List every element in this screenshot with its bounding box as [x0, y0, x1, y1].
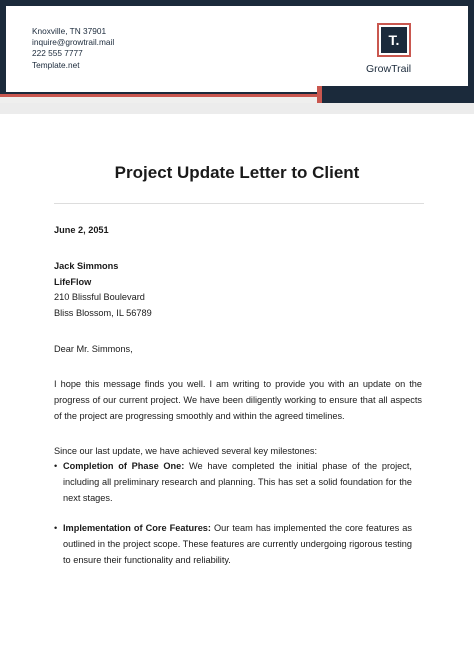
- bullet-marker: •: [54, 523, 58, 533]
- title-divider: [54, 203, 424, 204]
- recipient-company: LifeFlow: [54, 277, 92, 287]
- list-item: [63, 459, 412, 506]
- logo-mark: T.: [381, 27, 407, 53]
- decorative-band-red: [0, 94, 317, 97]
- milestone-heading: Completion of Phase One:: [63, 461, 185, 471]
- contact-email: inquire@growtrail.mail: [32, 37, 115, 48]
- contact-website: Template.net: [32, 59, 80, 70]
- decorative-band-light: [0, 103, 474, 114]
- milestone-text: We have completed the initial phase of the project, including all preliminary research and planning. This has set a solid foundation for the next stages.: [63, 461, 412, 503]
- milestone-heading: Implementation of Core Features:: [63, 523, 211, 533]
- decorative-band-navy: [322, 86, 474, 103]
- company-logo: [377, 23, 411, 57]
- contact-block: [32, 26, 114, 71]
- recipient-street: 210 Blissful Boulevard: [54, 292, 145, 302]
- salutation: Dear Mr. Simmons,: [54, 344, 133, 354]
- contact-address: Knoxville, TN 37901: [32, 26, 107, 36]
- bullet-marker: •: [54, 461, 58, 471]
- letter-date: June 2, 2051: [54, 225, 109, 235]
- intro-paragraph: I hope this message finds you well. I am writing to provide you with an update on the progress of our current project. We have been diligently working to ensure that all aspects of the project are progressing smoothly and within the agreed timelines.: [54, 379, 422, 421]
- milestones-intro: Since our last update, we have achieved several key milestones:: [54, 446, 318, 456]
- milestone-text: Our team has implemented the core features as outlined in the project scope. These features are currently undergoing rigorous testing to ensure their functionality and reliability.: [63, 523, 413, 565]
- contact-phone: 222 555 7777: [32, 48, 83, 59]
- list-item: [63, 521, 412, 568]
- recipient-name: Jack Simmons: [54, 261, 119, 271]
- recipient-city: Bliss Blossom, IL 56789: [54, 308, 152, 318]
- letter-title: Project Update Letter to Client: [114, 163, 360, 182]
- company-name: GrowTrail: [366, 63, 412, 75]
